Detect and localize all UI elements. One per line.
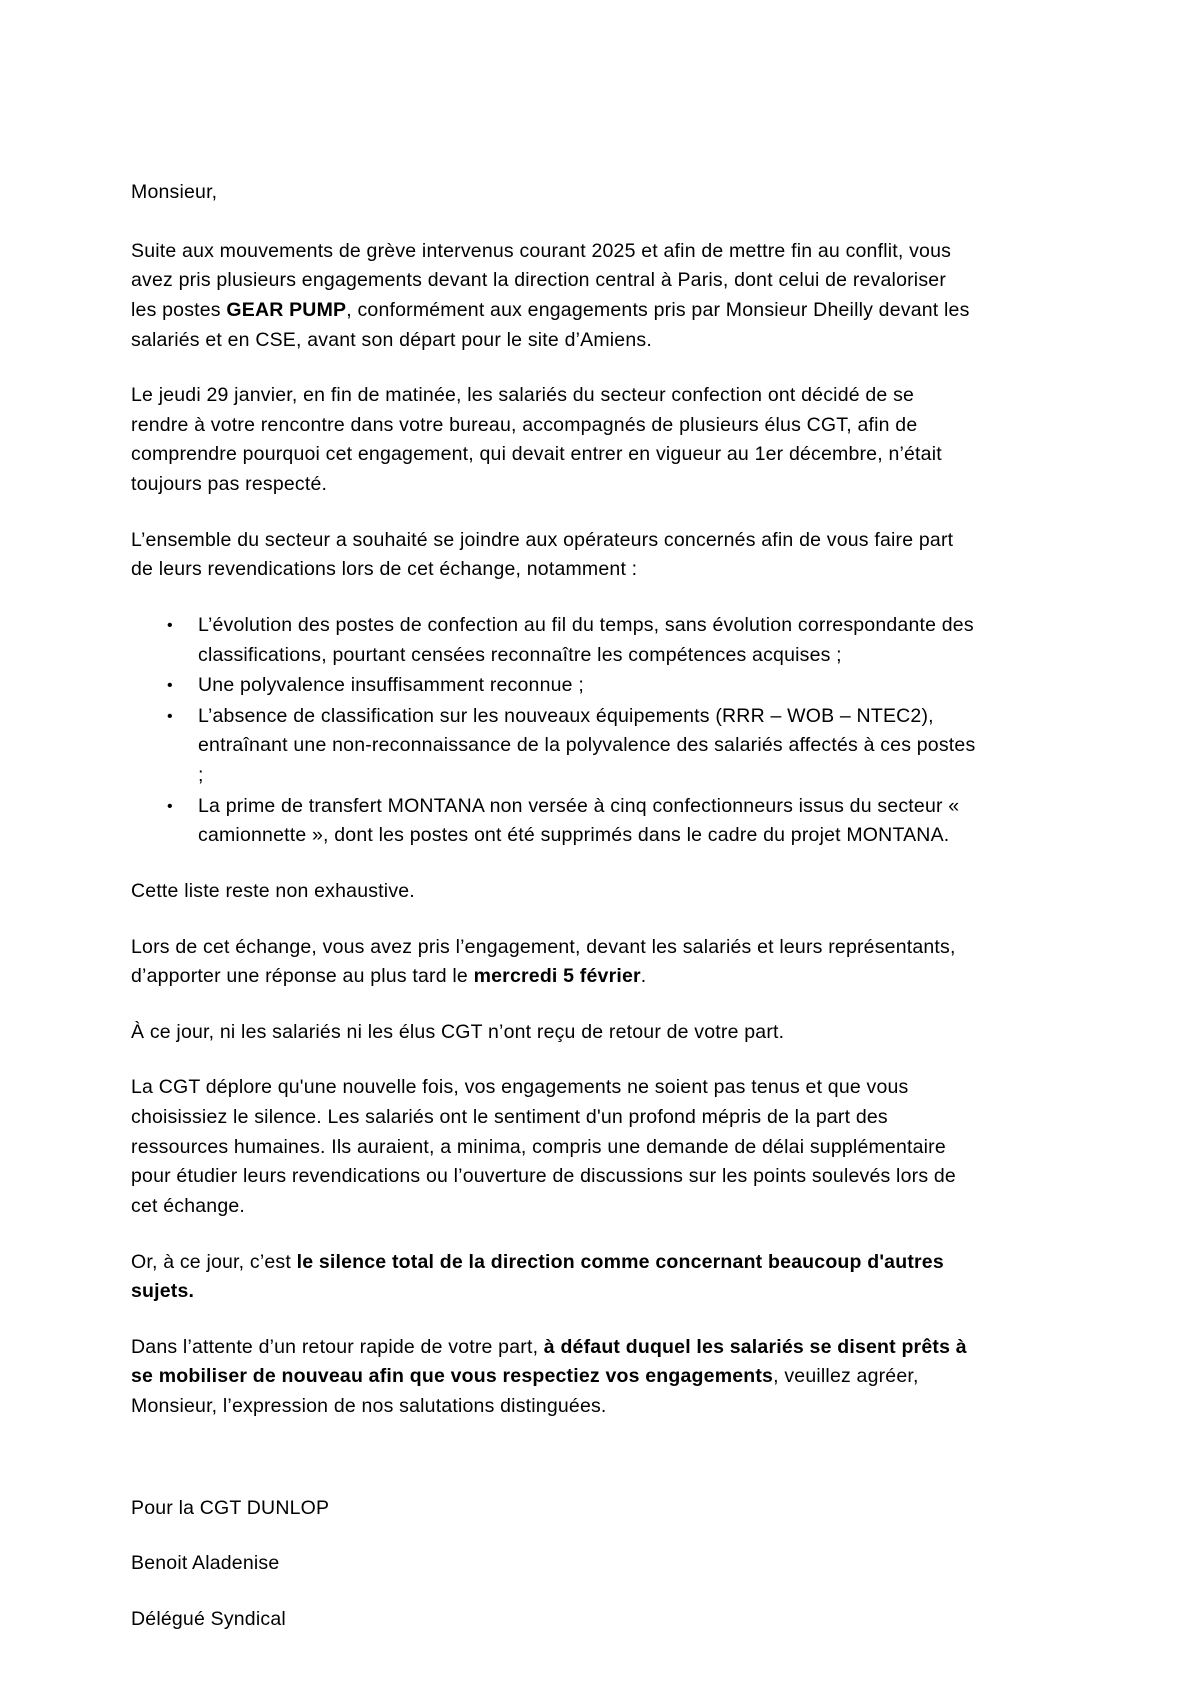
paragraph-meeting-january: Le jeudi 29 janvier, en fin de matinée, les salariés du secteur confection ont décidé de se rendre à votre rencontre dans votre bureau, accompagnés de plusieurs élus CGT, afin de comprendre pourquoi cet engagement, qui devait entrer en vigueur au 1er décembre, n’était toujours pas respecté. (131, 384, 942, 495)
letter-body (131, 178, 976, 1635)
list-item-text: L’absence de classification sur les nouveaux équipements (RRR – WOB – NTEC2), entraînant une non-reconnaissance de la polyvalence des salariés affectés à ces postes ; (198, 704, 976, 786)
paragraph-cgt-deplores: La CGT déplore qu'une nouvelle fois, vos engagements ne soient pas tenus et que vous choisissiez le silence. Les salariés ont le sentiment d'un profond mépris de la part des ressources humaines. Ils auraient, a minima, compris une demande de délai supplémentaire pour étudier leurs revendications ou l’ouverture de discussions sur les points soulevés lors de cet échange. (131, 1076, 956, 1217)
list-item (131, 671, 976, 701)
list-item-text: L’évolution des postes de confection au fil du temps, sans évolution correspondante des classifications, pourtant censées reconnaître les compétences acquises ; (198, 613, 974, 666)
paragraph-engagements-text-after: , conformément aux engagements pris par Monsieur Dheilly devant les salariés et en CSE, avant son départ pour le site d’Amiens. (131, 298, 970, 351)
mobilization-warning-emphasis: à défaut duquel les salariés se disent prêts à se mobiliser de nouveau afin que vous respectiez vos engagements (131, 1335, 967, 1388)
list-item-text: La prime de transfert MONTANA non versée à cinq confectionneurs issus du secteur « camionnette », dont les postes ont été supprimés dans le cadre du projet MONTANA. (198, 794, 960, 847)
signature-block (131, 1494, 976, 1635)
signature-organization: Pour la CGT DUNLOP (131, 1496, 330, 1519)
bullet-icon: • (167, 797, 173, 815)
paragraph-non-exhaustive: Cette liste reste non exhaustive. (131, 879, 415, 902)
paragraph-total-silence (131, 1248, 976, 1307)
paragraph-deadline-text-after: . (640, 965, 647, 988)
paragraph-engagements (131, 237, 976, 356)
list-item (131, 792, 976, 851)
gear-pump-emphasis: GEAR PUMP (226, 298, 347, 321)
deadline-date-emphasis: mercredi 5 février (473, 965, 641, 988)
list-item (131, 702, 976, 791)
claims-list (131, 611, 976, 851)
signature-role: Délégué Syndical (131, 1607, 286, 1630)
paragraph-claims-intro: L’ensemble du secteur a souhaité se joindre aux opérateurs concernés afin de vous faire part de leurs revendications lors de cet échange, notamment : (131, 528, 954, 581)
paragraph-total-silence-text-before: Or, à ce jour, c’est (131, 1250, 297, 1273)
paragraph-closing-text-after: , veuillez agréer, Monsieur, l’expression de nos salutations distinguées. (131, 1365, 919, 1417)
signature-name: Benoit Aladenise (131, 1552, 280, 1575)
bullet-icon: • (167, 677, 173, 695)
bullet-icon: • (167, 616, 173, 634)
salutation-line: Monsieur, (131, 181, 218, 203)
paragraph-deadline (131, 933, 976, 992)
paragraph-closing (131, 1333, 976, 1422)
list-item (131, 611, 976, 670)
paragraph-engagements-text-before: Suite aux mouvements de grève intervenus courant 2025 et afin de mettre fin au conflit, vous avez pris plusieurs engagements devant la direction central à Paris, dont celui de revaloriser les postes (131, 239, 952, 321)
paragraph-deadline-text-before: Lors de cet échange, vous avez pris l’engagement, devant les salariés et leurs représentants, d’apporter une réponse au plus tard le (131, 935, 956, 988)
paragraph-closing-text-before: Dans l’attente d’un retour rapide de votre part, (131, 1335, 544, 1358)
paragraph-no-reply: À ce jour, ni les salariés ni les élus CGT n’ont reçu de retour de votre part. (131, 1020, 785, 1043)
total-silence-emphasis: le silence total de la direction comme concernant beaucoup d'autres sujets. (131, 1250, 944, 1303)
bullet-icon: • (167, 707, 173, 725)
list-item-text: Une polyvalence insuffisamment reconnue ; (198, 674, 584, 697)
